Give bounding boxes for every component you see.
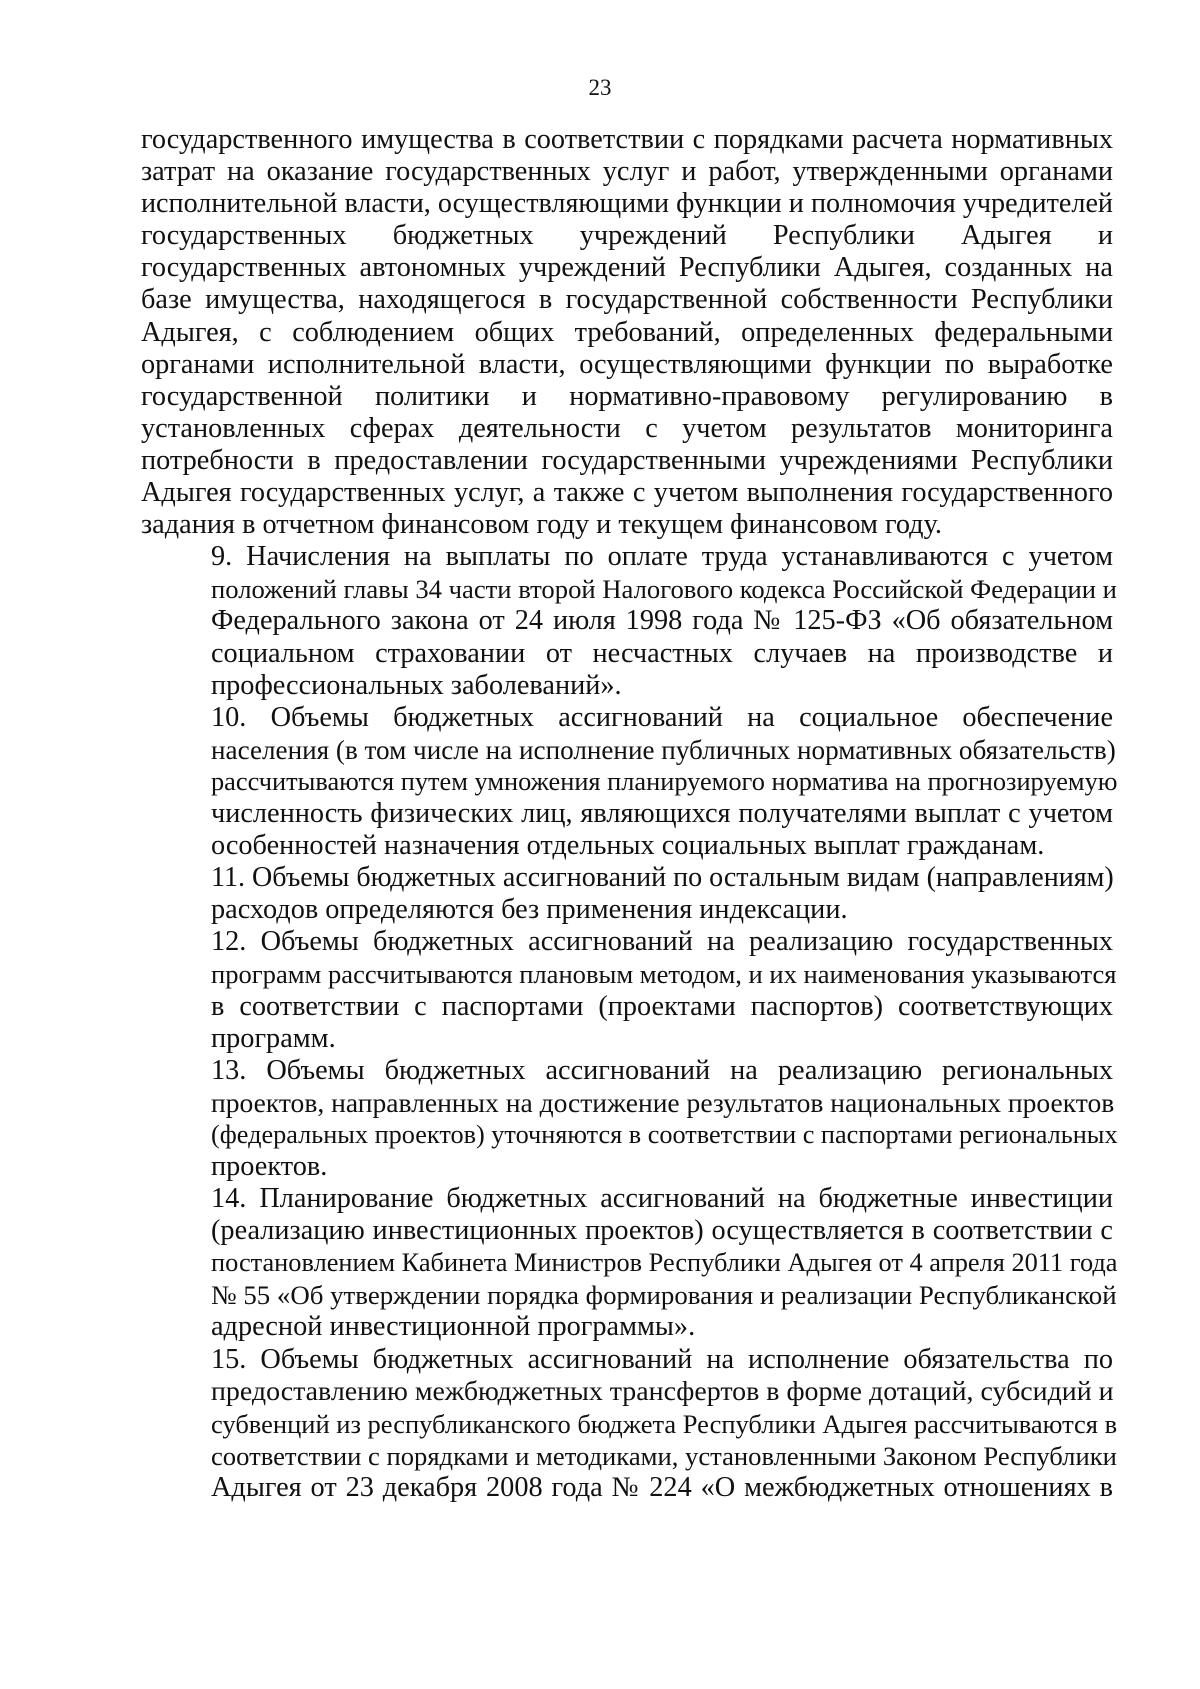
text-line: особенностей назначения отдельных социальных выплат гражданам.	[211, 830, 1045, 862]
text-line: 11. Объемы бюджетных ассигнований по остальным видам (направлениям)	[211, 862, 1114, 894]
text-line: социальном страховании от несчастных случаев на производстве и	[211, 637, 1113, 669]
text-line: (реализацию инвестиционных проектов) осуществляется в соответствии с	[211, 1215, 1113, 1247]
text-line: (федеральных проектов) уточняются в соответствии с паспортами региональных	[211, 1119, 1118, 1149]
text-line: 9. Начисления на выплаты по оплате труда устанавливаются с учетом	[211, 541, 1113, 573]
text-line: исполнительной власти, осуществляющими функции и полномочия учредителей	[141, 188, 1113, 220]
text-line: 10. Объемы бюджетных ассигнований на социальное обеспечение	[211, 701, 1113, 733]
text-line: программ.	[211, 1022, 336, 1054]
text-line: программ рассчитываются плановым методом, и их наименования указываются	[211, 959, 1117, 990]
text-line: расходов определяются без применения индексации.	[211, 894, 848, 926]
text-line: установленных сферах деятельности с учетом результатов мониторинга	[141, 412, 1113, 444]
text-line: адресной инвестиционной программы».	[211, 1311, 696, 1343]
text-line: государственного имущества в соответствии с порядками расчета нормативных	[141, 124, 1113, 155]
text-line: проектов.	[211, 1151, 328, 1182]
text-line: положений главы 34 части второй Налогового кодекса Российской Федерации и	[211, 574, 1117, 605]
text-line: задания в отчетном финансовом году и текущем финансовом году.	[141, 509, 942, 541]
text-line: государственных автономных учреждений Республики Адыгея, созданных на	[141, 252, 1113, 284]
paragraph-p10	[141, 701, 1118, 862]
paragraph-p13	[141, 1054, 1118, 1183]
text-line: органами исполнительной власти, осуществляющими функции по выработке	[141, 348, 1113, 380]
text-line: 15. Объемы бюджетных ассигнований на исполнение обязательства по	[211, 1343, 1113, 1375]
text-line: соответствии с порядками и методиками, установленными Законом Республики	[211, 1440, 1117, 1471]
text-line: численность физических лиц, являющихся получателями выплат с учетом	[211, 797, 1113, 829]
paragraph-p12	[141, 926, 1117, 1054]
page-number: 23	[588, 75, 612, 100]
text-line: профессиональных заболеваний».	[211, 669, 622, 701]
paragraph-p15	[141, 1343, 1118, 1504]
text-line: Федерального закона от 24 июля 1998 года № 125-ФЗ «Об обязательном	[211, 605, 1113, 637]
paragraph-p11	[141, 862, 1113, 926]
text-line: субвенций из республиканского бюджета Республики Адыгея рассчитываются в	[211, 1408, 1118, 1439]
text-line: проектов, направленных на достижение результатов национальных проектов	[211, 1086, 1115, 1118]
text-line: 13. Объемы бюджетных ассигнований на реализацию региональных	[211, 1054, 1113, 1086]
text-line: постановлением Кабинета Министров Республики Адыгея от 4 апреля 2011 года	[211, 1248, 1118, 1278]
text-line: потребности в предоставлении государственными учреждениями Республики	[141, 444, 1113, 476]
text-line: 14. Планирование бюджетных ассигнований на бюджетные инвестиции	[211, 1183, 1113, 1215]
text-line: Адыгея государственных услуг, а также с учетом выполнения государственного	[141, 477, 1113, 509]
paragraph-p14	[141, 1183, 1118, 1343]
text-line: государственной политики и нормативно-правовому регулированию в	[141, 380, 1113, 412]
text-line: государственных бюджетных учреждений Республики Адыгея и	[141, 220, 1113, 252]
text-line: Адыгея, с соблюдением общих требований, определенных федеральными	[141, 316, 1113, 348]
paragraph-p-cont	[141, 124, 1113, 541]
text-line: населения (в том числе на исполнение публичных нормативных обязательств)	[211, 734, 1116, 765]
text-line: 12. Объемы бюджетных ассигнований на реализацию государственных	[211, 926, 1113, 958]
text-line: базе имущества, находящегося в государственной собственности Республики	[141, 284, 1113, 316]
text-line: предоставлению межбюджетных трансфертов в форме дотаций, субсидий и	[211, 1375, 1114, 1407]
document-body	[141, 124, 1118, 1504]
paragraph-p9	[141, 541, 1117, 701]
text-line: в соответствии с паспортами (проектами паспортов) соответствующих	[211, 990, 1113, 1022]
text-line: рассчитываются путем умножения планируемого норматива на прогнозируемую	[211, 766, 1118, 796]
text-line: Адыгея от 23 декабря 2008 года № 224 «О межбюджетных отношениях в	[211, 1471, 1113, 1503]
text-line: затрат на оказание государственных услуг и работ, утвержденными органами	[141, 156, 1113, 188]
text-line: № 55 «Об утверждении порядка формирования и реализации Республиканской	[211, 1280, 1117, 1311]
